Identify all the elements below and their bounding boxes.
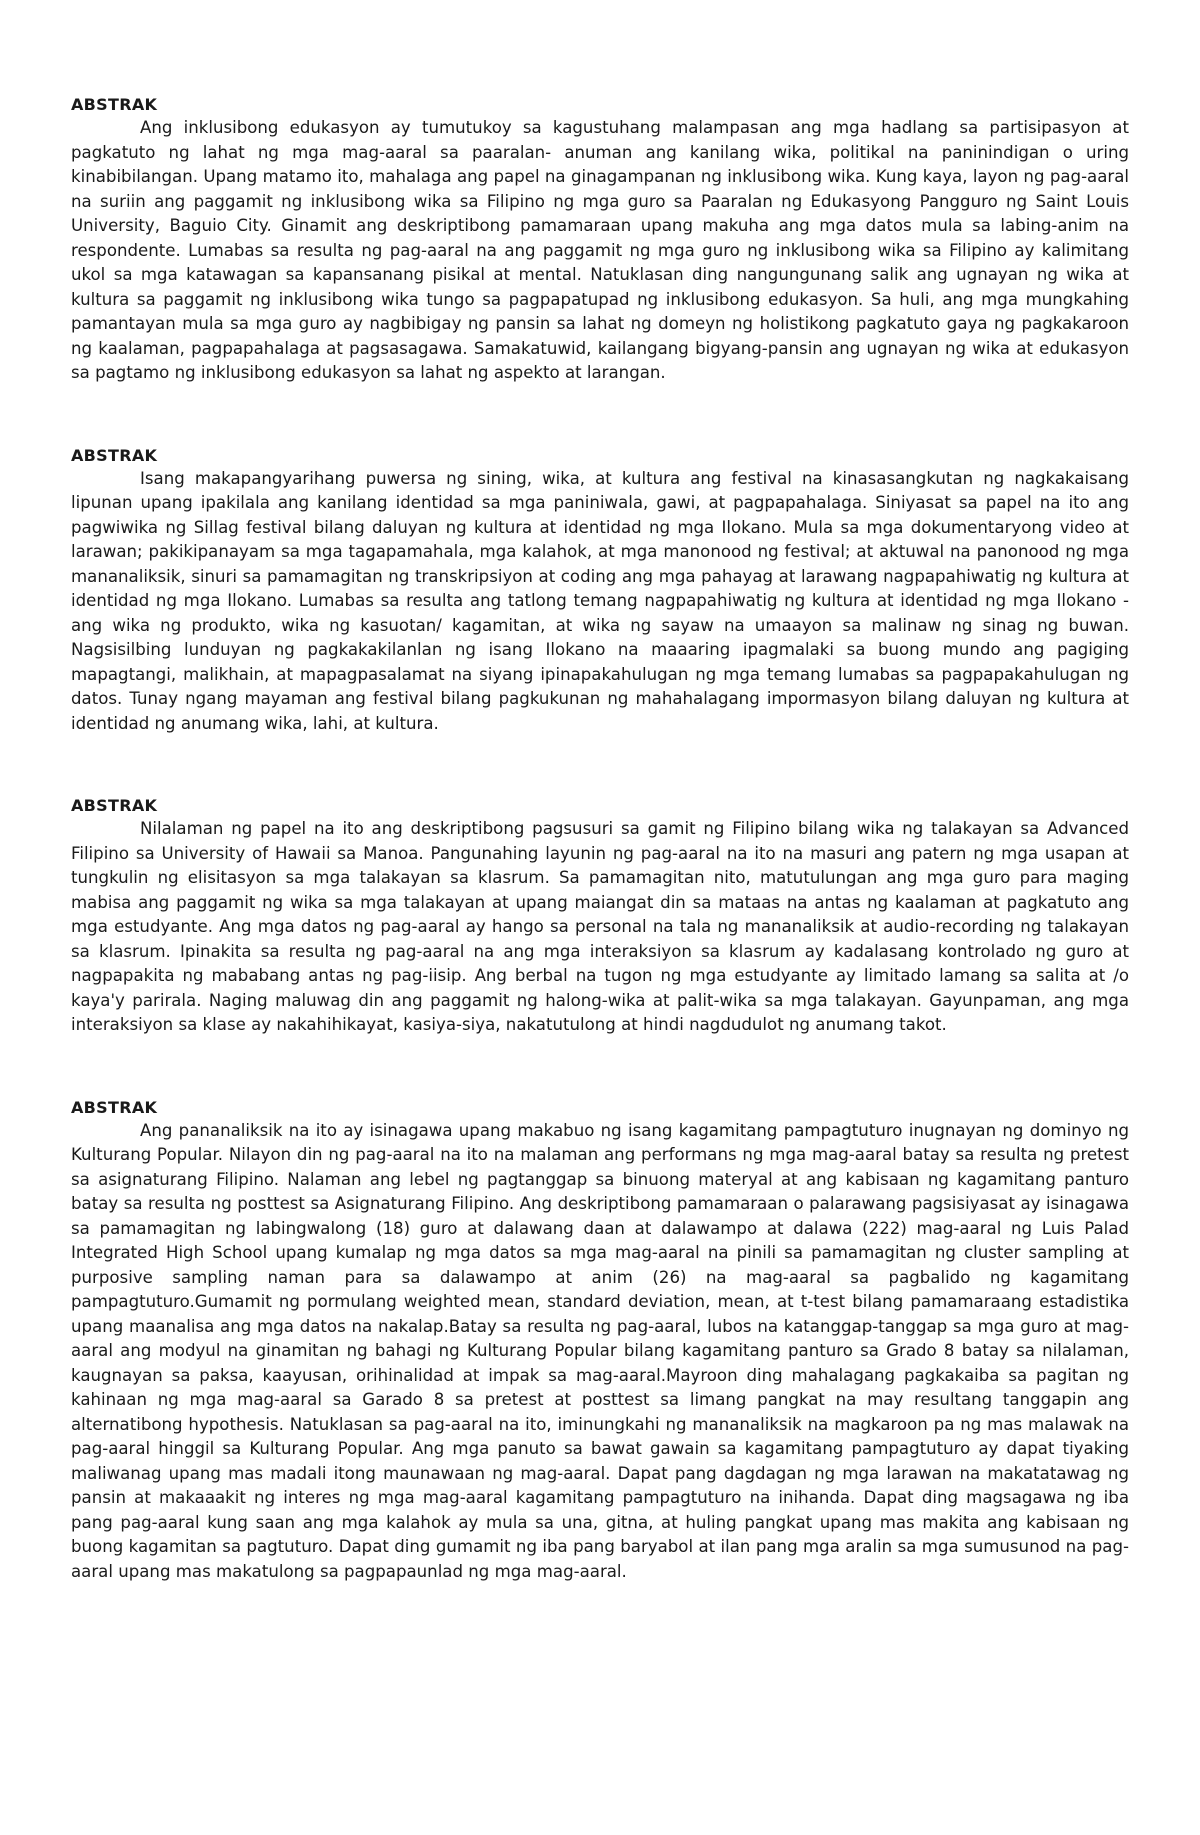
abstract-heading: ABSTRAK: [71, 1097, 158, 1117]
abstract-body: Ang inklusibong edukasyon ay tumutukoy sa kagustuhang malampasan ang mga hadlang sa partisipasyon at pagkatuto ng lahat ng mga mag-aaral sa paaralan- anuman ang kanilang wika, politikal na paninindigan o uring kinabibilangan. Upang matamo ito, mahalaga ang papel na ginagampanan ng inklusibong wika. Kung kaya, layon ng pag-aaral na suriin ang paggamit ng inklusibong wika sa Filipino ng mga guro sa Paaralan ng Edukasyong Pangguro ng Saint Louis University, Baguio City. Ginamit ang deskriptibong pamamaraan upang makuha ang mga datos mula sa labing-anim na respondente. Lumabas sa resulta ng pag-aaral na ang paggamit ng mga guro ng inklusibong wika sa Filipino ay kalimitang ukol sa mga katawagan sa kapansanang pisikal at mental. Natuklasan ding nangungunang salik ang ugnayan ng wika at kultura sa paggamit ng inklusibong wika tungo sa pagpapatupad ng inklusibong edukasyon. Sa huli, ang mga mungkahing pamantayan mula sa mga guro ay nagbibigay ng pansin sa lahat ng domeyn ng holistikong pagkatuto gaya ng pagkakaroon ng kaalaman, pagpapahalaga at pagsasagawa. Samakatuwid, kailangang bigyang-pansin ang ugnayan ng wika at edukasyon sa pagtamo ng inklusibong edukasyon sa lahat ng aspekto at larangan.: [71, 118, 1129, 382]
abstract-section-1: [71, 93, 1129, 386]
document-page: [71, 93, 1129, 1642]
abstract-section-3: [71, 794, 1129, 1038]
abstract-body: Ang pananaliksik na ito ay isinagawa upang makabuo ng isang kagamitang pampagtuturo inugnayan ng dominyo ng Kulturang Popular. Nilayon din ng pag-aaral na ito na malaman ang performans ng mga mag-aaral batay sa resulta ng pretest sa asignaturang Filipino. Nalaman ang lebel ng pagtanggap sa binuong materyal at ang kabisaan ng kagamitang panturo batay sa resulta ng posttest sa Asignaturang Filipino. Ang deskriptibong pamamaraan o palarawang pagsisiyasat ay isinagawa sa pamamagitan ng labingwalong (18) guro at dalawang daan at dalawampo at dalawa (222) mag-aaral ng Luis Palad Integrated High School upang kumalap ng mga datos sa mga mag-aaral na pinili sa pamamagitan ng cluster sampling at purposive sampling naman para sa dalawampo at anim (26) na mag-aaral sa pagbalido ng kagamitang pampagtuturo.Gumamit ng pormulang weighted mean, standard deviation, mean, at t-test bilang pamamaraang estadistika upang maanalisa ang mga datos na nakalap.Batay sa resulta ng pag-aaral, lubos na katanggap-tanggap sa mga guro at mag-aaral ang modyul na ginamitan ng bahagi ng Kulturang Popular bilang kagamitang panturo sa Grado 8 batay sa nilalaman, kaugnayan sa paksa, kaayusan, orihinalidad at impak sa mag-aaral.Mayroon ding mahalagang pagkakaiba sa pagitan ng kahinaan ng mga mag-aaral sa Garado 8 sa pretest at posttest sa limang pangkat na may resultang tanggapin ang alternatibong hypothesis. Natuklasan sa pag-aaral na ito, iminungkahi ng mananaliksik na magkaroon pa ng mas malawak na pag-aaral hinggil sa Kulturang Popular. Ang mga panuto sa bawat gawain sa kagamitang pampagtuturo ay dapat tiyaking maliwanag upang mas madali itong maunawaan ng mag-aaral. Dapat pang dagdagan ng mga larawan na makatatawag ng pansin at makaaakit ng interes ng mga mag-aaral kagamitang pampagtuturo na inihanda. Dapat ding magsagawa ng iba pang pag-aaral kung saan ang mga kalahok ay mula sa una, gitna, at huling pangkat upang mas makita ang kabisaan ng buong kagamitan sa pagtuturo. Dapat ding gumamit ng iba pang baryabol at ilan pang mga aralin sa mga sumusunod na pag-aaral upang mas makatulong sa pagpapaunlad ng mga mag-aaral.: [71, 1120, 1129, 1581]
abstract-body: Nilalaman ng papel na ito ang deskriptibong pagsusuri sa gamit ng Filipino bilang wika ng talakayan sa Advanced Filipino sa University of Hawaii sa Manoa. Pangunahing layunin ng pag-aaral na ito na masuri ang patern ng mga usapan at tungkulin ng elisitasyon sa mga talakayan sa klasrum. Sa pamamagitan nito, matutulungan ang mga guro para maging mabisa ang paggamit ng wika sa mga talakayan at upang maiangat din sa mataas na antas ng kaalaman at pagkatuto ang mga estudyante. Ang mga datos ng pag-aaral ay hango sa personal na tala ng mananaliksik at audio-recording ng talakayan sa klasrum. Ipinakita sa resulta ng pag-aaral na ang mga interaksiyon sa klasrum ay kadalasang kontrolado ng guro at nagpapakita ng mababang antas ng pag-iisip. Ang berbal na tugon ng mga estudyante ay limitado lamang sa salita at /o kaya'y parirala. Naging maluwag din ang paggamit ng halong-wika at palit-wika sa mga talakayan. Gayunpaman, ang mga interaksiyon sa klase ay nakahihikayat, kasiya-siya, nakatutulong at hindi nagdudulot ng anumang takot.: [71, 819, 1129, 1034]
abstract-section-2: [71, 444, 1129, 737]
abstract-section-4: [71, 1096, 1129, 1585]
abstract-heading: ABSTRAK: [71, 95, 158, 114]
abstract-heading: ABSTRAK: [71, 796, 158, 815]
abstract-heading: ABSTRAK: [71, 445, 158, 465]
abstract-body: Isang makapangyarihang puwersa ng sining, wika, at kultura ang festival na kinasasangkutan ng nagkakaisang lipunan upang ipakilala ang kanilang identidad sa mga paniniwala, gawi, at pagpapahalaga. Siniyasat sa papel na ito ang pagwiwika ng Sillag festival bilang daluyan ng kultura at identidad ng mga Ilokano. Mula sa mga dokumentaryong video at larawan; pakikipanayam sa mga tagapamahala, mga kalahok, at mga manonood ng festival; at aktuwal na panonood ng mga mananaliksik, sinuri sa pamamagitan ng transkripsiyon at coding ang mga pahayag at larawang nagpapahiwatig ng kultura at identidad ng mga Ilokano. Lumabas sa resulta ang tatlong temang nagpapahiwatig ng kultura at identidad ng mga Ilokano - ang wika ng produkto, wika ng kasuotan/ kagamitan, at wika ng sayaw na umaayon sa malinaw ng sinag ng buwan. Nagsisilbing lunduyan ng pagkakakilanlan ng isang Ilokano na maaaring ipagmalaki sa buong mundo ang pagiging mapagtangi, malikhain, at mapagpasalamat na siyang ipinapakahulugan ng mga temang lumabas sa pagpapakahulugan ng datos. Tunay ngang mayaman ang festival bilang pagkukunan ng mahahalagang impormasyon bilang daluyan ng kultura at identidad ng anumang wika, lahi, at kultura.: [71, 468, 1129, 733]
